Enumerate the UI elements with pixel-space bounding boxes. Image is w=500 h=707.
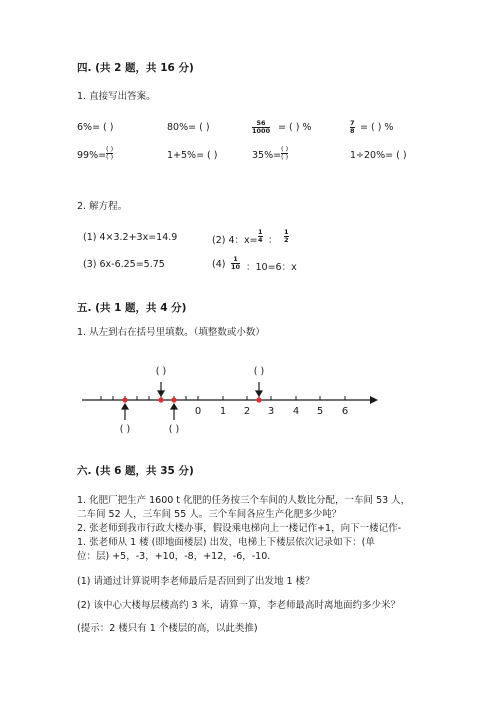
tick-label-2: 2 <box>243 406 251 417</box>
tick-label-1: 1 <box>219 406 227 417</box>
number-line <box>0 360 500 440</box>
bottom-blank: ( ) <box>119 424 131 435</box>
problem-1-line-2: 二车间 52 人，三车间 55 人。三个车间各应生产化肥多少吨？ <box>77 509 342 520</box>
answer-item-99pct: 99%= <box>77 150 107 161</box>
equation-4-rest: ：10=6：x <box>246 262 297 273</box>
fraction-1-10: 1 10 <box>231 255 241 271</box>
question-1-label: 1. 直接写出答案。 <box>77 91 156 102</box>
question-2-label: 2. 解方程。 <box>77 201 128 212</box>
point-marker <box>158 397 163 402</box>
arrow-down-icon <box>158 391 164 396</box>
problem-1-line-1: 1. 化肥厂把生产 1600 t 化肥的任务按三个车间的人数比分配，一车间 53 人， <box>77 495 411 506</box>
point-marker <box>256 397 261 402</box>
answer-item-35pct: 35%= <box>252 150 282 161</box>
tick-label-0: 0 <box>194 406 202 417</box>
tick-label-5: 5 <box>316 406 324 417</box>
equation-1: (1) 4×3.2+3x=14.9 <box>83 232 178 243</box>
fraction-7-8: 7 8 <box>350 119 355 135</box>
equation-2-prefix: (2) 4：x= <box>212 235 258 246</box>
bottom-blank: ( ) <box>168 424 180 435</box>
fraction-blank: ( ) ( ) <box>281 145 289 161</box>
answer-item-1div20pct: 1÷20%= ( ) <box>350 150 407 161</box>
tick-labels <box>195 406 348 417</box>
answer-item-1plus5pct: 1+5%= ( ) <box>167 150 218 161</box>
question-1-label: 1. 从左到右在括号里填数。（填整数或小数） <box>77 327 265 338</box>
problem-2-line-1: 2. 张老师到我市行政大楼办事，假设乘电梯向上一楼记作+1，向下一楼记作- <box>77 523 402 534</box>
answer-item-56-1000: = ( ) % <box>278 122 312 133</box>
fraction-56-1000: 56 1000 <box>252 119 271 135</box>
tick-label-4: 4 <box>292 406 300 417</box>
answer-item-80pct: 80%= ( ) <box>167 122 210 133</box>
hint-text: (提示：2 楼只有 1 个楼层的高，以此类推) <box>77 623 258 634</box>
section-6-title: 六. (共 6 题，共 35 分) <box>77 465 194 477</box>
problem-2-line-3: 位：层) +5，-3，+10，-8，+12，-6，-10. <box>77 551 271 562</box>
sub-question-1: (1) 请通过计算说明李老师最后是否回到了出发地 1 楼？ <box>77 576 315 587</box>
tick-label-6: 6 <box>341 406 349 417</box>
answer-item-7-8: = ( ) % <box>360 122 394 133</box>
equation-3: (3) 6x-6.25=5.75 <box>83 259 165 270</box>
fraction-1-2: 1 2 <box>284 228 289 244</box>
sub-question-2: (2) 该中心大楼每层楼高约 3 米，请算一算，李老师最高时离地面约多少米？ <box>77 600 401 611</box>
ratio-colon: ： <box>268 235 278 246</box>
point-marker <box>122 397 127 402</box>
problem-2-line-2: 1. 张老师从 1 楼 (即地面楼层) 出发，电梯上下楼层依次记录如下：(单 <box>77 537 375 548</box>
top-blank: ( ) <box>155 366 167 377</box>
top-blank: ( ) <box>253 366 265 377</box>
number-line-arrowhead <box>370 396 378 404</box>
tick-label-3: 3 <box>267 406 275 417</box>
arrow-up-icon <box>122 404 128 409</box>
arrow-down-icon <box>256 391 262 396</box>
arrow-up-icon <box>171 404 177 409</box>
point-marker <box>171 397 176 402</box>
section-4-title: 四. (共 2 题，共 16 分) <box>77 62 194 74</box>
equation-4-prefix: (4) <box>212 259 226 270</box>
section-5-title: 五. (共 1 题，共 4 分) <box>77 302 187 314</box>
fraction-1-4: 1 4 <box>258 228 263 244</box>
answer-item-6pct: 6%= ( ) <box>77 122 114 133</box>
tick-marks <box>101 396 345 400</box>
fraction-blank: ( ) ( ) <box>106 145 114 161</box>
